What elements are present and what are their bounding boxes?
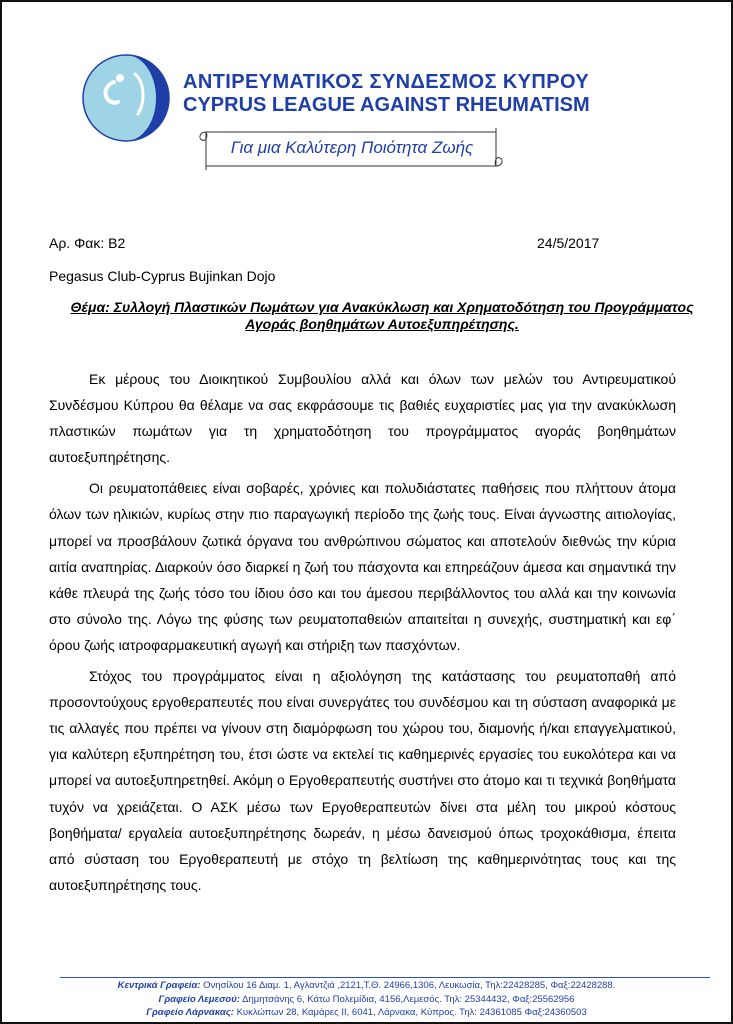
footer-head-office-label: Κεντρικά Γραφεία: — [117, 980, 201, 991]
footer-larnaca-label: Γραφείο Λάρνακας: — [146, 1007, 234, 1018]
motto-text: Για μια Καλύτερη Ποιότητα Ζωής — [230, 138, 474, 157]
footer-head-office — [2, 979, 731, 993]
footer-limassol-text: Δημητσάνης 6, Κάτω Πολεμίδια, 4156,Λεμεσός. Τηλ: 25344432, Φαξ:25562956 — [242, 993, 575, 1005]
body-paragraph: Οι ρευματοπάθειες είναι σοβαρές, χρόνιες και πολυδιάστατες παθήσεις που πλήττουν άτομα όλων των ηλικιών, κυρίως στην πιο παραγωγική περίοδο της ζωής τους. Είναι άγνωστης αιτιολογίας, μπορεί να προσβάλουν ζωτικά όργανα του ανθρώπινου σώματος και αποτελούν διεθνώς την κύρια αιτία αναπηρίας. Διαρκούν όσο διαρκεί η ζωή του πάσχοντα και επηρεάζουν άμεσα και σημαντικά την κάθε πλευρά της ζωής τόσο του ίδιου όσο και του άμεσου περιβάλλοντος του αλλά και την κοινωνία στο σύνολο της. Λόγω της φύσης των ρευματοπαθειών απαιτείται η συνεχής, συστηματική και εφ΄ όρου ζωής ιατροφαρμακευτική αγωγή και στήριξη των πασχόντων. — [49, 480, 676, 653]
letter-date: 24/5/2017 — [537, 235, 600, 251]
body-paragraph: Στόχος του προγράμματος είναι η αξιολόγηση της κατάστασης του ρευματοπαθή από προσοντούχους εργοθεραπευτές που είναι συνεργάτες του συνδέσμου και τη σύσταση αναφορικά με τις αλλαγές που πρέπει να γίνουν στη διαμόρφωση του χώρου του, διαμονής ή/και επαγγελματικού, για καλύτερη εξυπηρέτηση του, έτσι ώστε να εκτελεί τις καθημερινές εργασίες του ευκολότερα και να μπορεί να αυτοεξυπηρετηθεί. Ακόμη ο Εργοθεραπευτής συστήνει στο άτομο και τι τεχνικά βοηθήματα τυχόν να χρειάζεται. Ο ΑΣΚ μέσω των Εργοθεραπευτών δίνει στα μέλη του μικρού κόστους βοηθήματα/ εργαλεία αυτοεξυπηρέτησης δωρεάν, η μέσω δανεισμού όπως τροχοκάθισμα, έπειτα από σύσταση του Εργοθεραπευτή με στόχο τη βελτίωση της καθημερινότητας τους και της αυτοεξυπηρέτησης τους. — [49, 668, 676, 893]
letter-body — [49, 366, 676, 903]
body-paragraph: Εκ μέρους του Διοικητικού Συμβουλίου αλλά και όλων των μελών του Αντιρευματικού Συνδέσμου Κύπρου θα θέλαμε να σας εκφράσουμε τις βαθιές ευχαριστίες μας για την ανακύκλωση πλαστικών πωμάτων για τη χρηματοδότηση του προγράμματος αγοράς βοηθημάτων αυτοεξυπηρέτησης. — [49, 371, 676, 466]
footer-limassol — [2, 993, 731, 1007]
recipient-name: Pegasus Club-Cyprus Bujinkan Dojo — [49, 268, 276, 284]
league-logo-icon — [80, 52, 172, 144]
footer-addresses — [2, 979, 731, 1020]
org-name-greek: ΑΝΤΙΡΕΥΜΑΤΙΚΟΣ ΣΥΝΔΕΣΜΟΣ ΚΥΠΡΟΥ — [183, 71, 590, 93]
footer-larnaca — [2, 1006, 731, 1020]
footer-larnaca-text: Κυκλώπων 28, Καμάρες ΙΙ, 6041, Λάρνακα, Κύπρος. Τηλ: 24361085 Φαξ:24360503 — [236, 1007, 587, 1018]
file-reference: Αρ. Φακ: Β2 — [49, 235, 126, 251]
org-name-english: CYPRUS LEAGUE AGAINST RHEUMATISM — [183, 94, 590, 116]
letter-subject: Θέμα: Συλλογή Πλαστικών Πωμάτων για Ανακύκλωση και Χρηματοδότηση του Προγράμματος Αγοράς βοηθημάτων Αυτοεξυπηρέτησης. — [70, 299, 694, 332]
footer-divider — [60, 977, 710, 978]
footer-limassol-label: Γραφείο Λεμεσού: — [158, 993, 240, 1005]
footer-head-office-text: Ονησίλου 16 Διαμ. 1, Αγλαντζιά ,2121,Τ.Θ. 24966,1306, Λευκωσία, Τηλ:22428285, Φαξ:22428288. — [203, 980, 616, 991]
